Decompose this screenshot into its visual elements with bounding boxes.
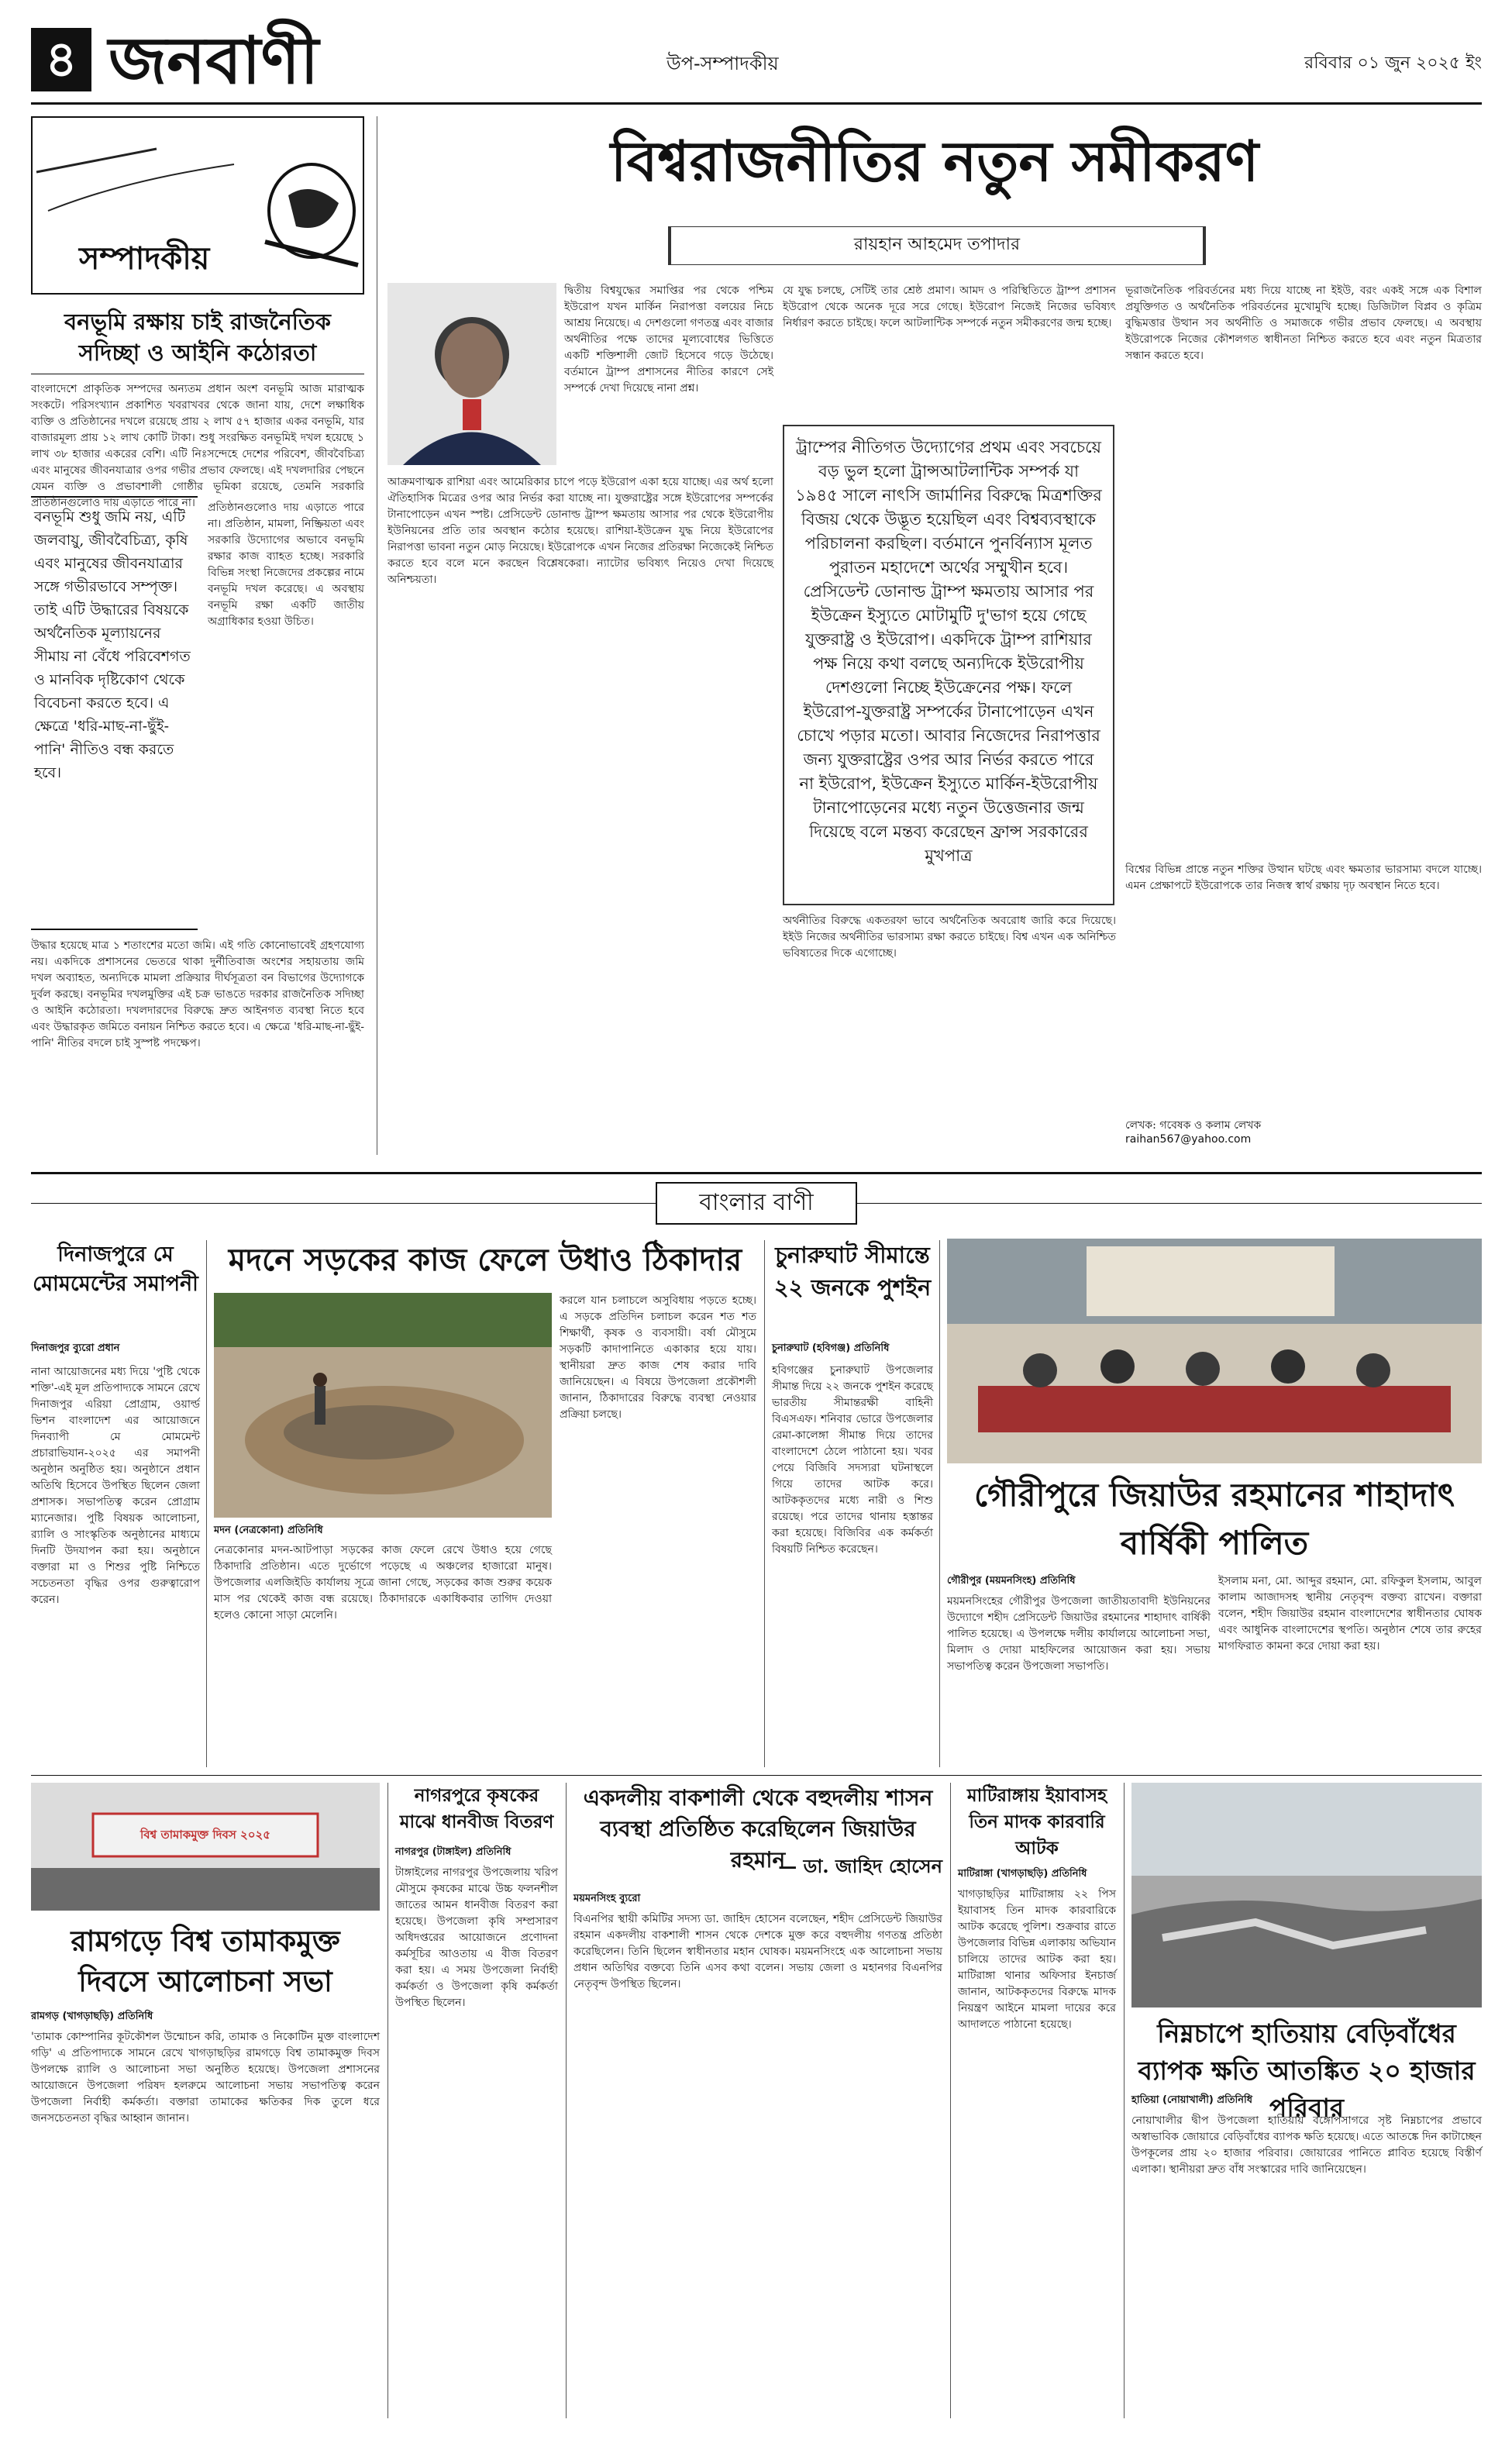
story2-byline: মদন (নেত্রকোনা) প্রতিনিধি [214,1525,323,1536]
story9-body: নোয়াখালীর দ্বীপ উপজেলা হাতিয়ায় বঙ্গোপসাগরে সৃষ্ট নিম্নচাপের প্রভাবে অস্বাভাবিক জোয়ারে বেড়িবাঁধের ব্যাপক ক্ষতি হয়েছে। এতে আতঙ্কে দিন কাটাচ্ছেন উপকূলের প্রায় ২০ হাজার পরিবার। জোয়ারের পানিতে প্লাবিত হয়েছে বিস্তীর্ণ এলাকা। স্থানীয়রা দ্রুত বাঁধ সংস্কারের দাবি জানিয়েছেন। [1131,2114,1482,2176]
feature-col4-bottom: বিশ্বের বিভিন্ন প্রান্তে নতুন শক্তির উত্থান ঘটছে এবং ক্ষমতার ভারসাম্য বদলে যাচ্ছে। এমন প্রেক্ষাপটে ইউরোপকে তার নিজস্ব স্বার্থ রক্ষায় দৃঢ় অবস্থান নিতে হবে। [1125,863,1482,892]
story2-headline: মদনে সড়কের কাজ ফেলে উধাও ঠিকাদার [228,1242,742,1278]
feature-col2: আক্রমণাত্মক রাশিয়া এবং আমেরিকার চাপে পড়ে ইউরোপ একা হয়ে যাচ্ছে। এর অর্থ হলো ঐতিহাসিক মিত্রের ওপর আর নির্ভর করা যাচ্ছে না। যুক্তরাষ্ট্রের সঙ্গে ইউরোপের সম্পর্কের টানাপোড়েন এখন স্পষ্ট। প্রেসিডেন্ট ডোনাল্ড ট্রাম্প ক্ষমতায় আসার পর থেকে ইউরোপীয় ইউনিয়নের প্রতি তার অবস্থান কঠোর হয়েছে। রাশিয়া-ইউক্রেন যুদ্ধ নিয়ে ইউরোপের নিরাপত্তা ভাবনা নতুন মোড় নিয়েছে। ইউরোপকে এখন নিজের প্রতিরক্ষা নিজেকেই নিশ্চিত করতে হবে বলে মনে করছেন বিশ্লেষকেরা। ন্যাটোর ভবিষ্যৎ নিয়েও দেখা দিয়েছে অনিশ্চয়তা। [387,476,773,586]
page-number: ৪ [31,28,91,91]
story8-byline: মাটিরাঙ্গা (খাগড়াছড়ি) প্রতিনিধি [958,1868,1087,1880]
story4-body-col1: ময়মনসিংহের গৌরীপুর উপজেলা জাতীয়তাবাদী ইউনিয়নের উদ্যোগে শহীদ প্রেসিডেন্ট জিয়াউর রহমানের শাহাদাৎ বার্ষিকী পালিত হয়েছে। এ উপলক্ষে দলীয় কার্যালয়ে আলোচনা সভা, মিলাদ ও দোয়া মাহফিলের আয়োজন করা হয়। সভায় সভাপতিত্ব করেন উপজেলা সভাপতি। [947,1595,1211,1673]
story6-headline: নাগরপুরে কৃষকের মাঝে ধানবীজ বিতরণ [399,1785,554,1832]
story9-photo [1131,1783,1482,2007]
editorial-pullquote: বনভূমি শুধু জমি নয়, এটি জলবায়ু, জীববৈচিত্র্য, কৃষি এবং মানুষের জীবনযাত্রার সঙ্গে গভীরভাবে সম্পৃক্ত। তাই এটি উদ্ধারের বিষয়কে অর্থনৈতিক মূল্যায়নের সীমায় না বেঁধে পরিবেশগত ও মানবিক দৃষ্টিকোণ থেকে বিবেচনা করতে হবে। এ ক্ষেত্রে 'ধরি-মাছ-না-ছুঁই-পানি' নীতিও বন্ধ করতে হবে। [31,496,198,930]
author-photo [387,283,556,465]
story2-photo [214,1293,552,1518]
feature-author-box [668,226,1206,265]
feature-pullquote: ট্রাম্পের নীতিগত উদ্যোগের প্রথম এবং সবচেয়ে বড় ভুল হলো ট্রান্সআটলান্টিক সম্পর্ক যা ১৯৪৫ সালে নাৎসি জার্মানির বিরুদ্ধে মিত্রশক্তির বিজয় থেকে উদ্ভূত হয়েছিল এবং বিশ্বব্যবস্থাকে পরিচালনা করছিল। বর্তমানে পুনর্বিন্যাস মূলত পুরাতন মহাদেশে অর্থের সম্মুখীন হবে। প্রেসিডেন্ট ডোনাল্ড ট্রাম্প ক্ষমতায় আসার পর ইউক্রেন ইস্যুতে মোটামুটি দু'ভাগ হয়ে গেছে যুক্তরাষ্ট্র ও ইউরোপ। একদিকে ট্রাম্প রাশিয়ার পক্ষ নিয়ে কথা বলছে অন্যদিকে ইউরোপীয় দেশগুলো নিচ্ছে ইউক্রেনের পক্ষ। ফলে ইউরোপ-যুক্তরাষ্ট্র সম্পর্কের টানাপোড়েন এখন চোখে পড়ার মতো। আবার নিজেদের নিরাপত্তার জন্য যুক্তরাষ্ট্রের ওপর আর নির্ভর করতে পারে না ইউরোপ, ইউক্রেন ইস্যুতে মার্কিন-ইউরোপীয় টানাপোড়েনের মধ্যে নতুন উত্তেজনার জন্ম দিয়েছে বলে মন্তব্য করেছেন ফ্রান্স সরকারের মুখপাত্র [783,425,1114,905]
story5-headline: রামগড়ে বিশ্ব তামাকমুক্ত দিবসে আলোচনা সভা [71,1924,340,1998]
section-title-box [31,1182,1482,1225]
story4-photo [947,1239,1482,1463]
feature-author: রায়হান আহমেদ তপাদার [853,235,1021,254]
story9-byline: হাতিয়া (নোয়াখালী) প্রতিনিধি [1131,2094,1253,2106]
story3-body: হবিগঞ্জের চুনারুঘাট উপজেলার সীমান্ত দিয়ে ২২ জনকে পুশইন করেছে ভারতীয় সীমান্তরক্ষী বাহিনী বিএসএফ। শনিবার ভোরে উপজেলার রেমা-কালেঙ্গা সীমান্ত দিয়ে তাদের বাংলাদেশে ঠেলে পাঠানো হয়। খবর পেয়ে বিজিবি সদস্যরা ঘটনাস্থলে গিয়ে তাদের আটক করে। আটককৃতদের মধ্যে নারী ও শিশু রয়েছে। পরে তাদের থানায় হস্তান্তর করা হয়েছে। বিজিবির এক কর্মকর্তা বিষয়টি নিশ্চিত করেছেন। [772,1364,933,1556]
author-note: লেখক: গবেষক ও কলাম লেখক [1125,1119,1262,1132]
story3-headline: চুনারুঘাট সীমান্তে ২২ জনকে পুশইন [773,1242,932,1301]
story5-byline: রামগড় (খাগড়াছড়ি) প্রতিনিধি [31,2011,153,2022]
story2-body-col2: করলে যান চলাচলে অসুবিধায় পড়তে হচ্ছে। এ সড়কে প্রতিদিন চলাচল করেন শত শত শিক্ষার্থী, কৃষক ও ব্যবসায়ী। বর্ষা মৌসুমে সড়কটি কাদাপানিতে একাকার হয়ে যায়। স্থানীয়রা দ্রুত কাজ শেষ করার দাবি জানিয়েছেন। এ বিষয়ে উপজেলা প্রকৌশলী জানান, ঠিকাদারের বিরুদ্ধে ব্যবস্থা নেওয়ার প্রক্রিয়া চলছে। [560,1294,756,1421]
feature-col1-top: দ্বিতীয় বিশ্বযুদ্ধের সমাপ্তির পর থেকে পশ্চিম ইউরোপ যখন মার্কিন নিরাপত্তা বলয়ের নিচে আশ্রয় নিয়েছে। এ দেশগুলো গণতন্ত্র এবং বাজার অর্থনীতির পক্ষে তাদের মূল্যবোধের ভিত্তিতে একটি শক্তিশালী জোট হিসেবে গড়ে উঠেছে। বর্তমানে ট্রাম্প প্রশাসনের নীতির কারণে সেই সম্পর্কে দেখা দিয়েছে নানা প্রশ্ন। [564,284,773,395]
story7-byline: ময়মনসিংহ ব্যুরো [573,1893,641,1904]
editorial-body-bottom: উদ্ধার হয়েছে মাত্র ১ শতাংশের মতো জমি। এই গতি কোনোভাবেই গ্রহণযোগ্য নয়। একদিকে প্রশাসনের ভেতরে থাকা দুর্নীতিবাজ অংশের সহায়তায় জমি দখল অব্যাহত, অন্যদিকে মামলা প্রক্রিয়ার দীর্ঘসূত্রতা বন বিভাগের উদ্যোগকে দুর্বল করছে। বনভূমির দখলমুক্তির এই চক্র ভাঙতে দরকার রাজনৈতিক সদিচ্ছা ও আইনি কঠোরতা। দখলদারদের বিরুদ্ধে দ্রুত আইনগত ব্যবস্থা নিতে হবে এবং উদ্ধারকৃত জমিতে বনায়ন নিশ্চিত করতে হবে। এ ক্ষেত্রে 'ধরি-মাছ-না-ছুঁই-পানি' নীতির বদলে চাই সুস্পষ্ট পদক্ষেপ। [31,939,364,1049]
story5-banner: বিশ্ব তামাকমুক্ত দিবস ২০২৫ [140,1828,270,1842]
story5-photo [31,1783,380,1911]
logo-part2: বাণী [205,22,319,98]
story1-headline: দিনাজপুরে মে মোমমেন্টের সমাপনী [33,1242,198,1296]
issue-date: রবিবার ০১ জুন ২০২৫ ইং [1304,53,1482,73]
story8-body: খাগড়াছড়ির মাটিরাঙ্গায় ২২ পিস ইয়াবাসহ তিন মাদক কারবারিকে আটক করেছে পুলিশ। শুক্রবার রাতে উপজেলার বিভিন্ন এলাকায় অভিযান চালিয়ে তাদের আটক করা হয়। মাটিরাঙ্গা থানার অফিসার ইনচার্জ জানান, আটককৃতদের বিরুদ্ধে মাদক নিয়ন্ত্রণ আইনে মামলা দায়ের করে আদালতে পাঠানো হয়েছে। [958,1888,1116,2031]
feature-col3-bottom: অর্থনীতির বিরুদ্ধে একতরফা ভাবে অর্থনৈতিক অবরোধ জারি করে দিয়েছে। ইইউ নিজের অর্থনীতির ভারসাম্য রক্ষা করতে চাইছে। বিশ্ব এখন এক অনিশ্চিত ভবিষ্যতের দিকে এগোচ্ছে। [783,915,1116,960]
logo [108,22,319,99]
story6-body: টাঙ্গাইলের নাগরপুর উপজেলায় খরিপ মৌসুমে কৃষকের মাঝে উচ্চ ফলনশীল জাতের আমন ধানবীজ বিতরণ করা হয়েছে। উপজেলা কৃষি সম্প্রসারণ অধিদপ্তরের আয়োজনে প্রণোদনা কর্মসূচির আওতায় এ বীজ বিতরণ করা হয়। এ সময় উপজেলা নির্বাহী কর্মকর্তা ও উপজেলা কৃষি কর্মকর্তা উপস্থিত ছিলেন। [395,1866,558,2009]
story9-headline: নিম্নচাপে হাতিয়ায় বেড়িবাঁধের ব্যাপক ক্ষতি আতঙ্কিত ২০ হাজার পরিবার [1138,2018,1476,2123]
story4-byline: গৌরীপুর (ময়মনসিংহ) প্রতিনিধি [947,1575,1076,1587]
story2-body-col1: নেত্রকোনার মদন-আটপাড়া সড়কের কাজ ফেলে রেখে উধাও হয়ে গেছে ঠিকাদারি প্রতিষ্ঠান। এতে দুর্ভোগে পড়েছে এ অঞ্চলের হাজারো মানুষ। উপজেলার এলজিইডি কার্যালয় সূত্রে জানা গেছে, সড়কের কাজ শুরুর কয়েক মাস পর থেকেই কাজ বন্ধ রয়েছে। ঠিকাদারকে একাধিকবার তাগিদ দেওয়া হলেও কোনো সাড়া মেলেনি। [214,1544,552,1621]
story7-headline: একদলীয় বাকশালী থেকে বহুদলীয় শাসন ব্যবস্থা প্রতিষ্ঠিত করেছিলেন জিয়াউর রহমান [583,1785,933,1873]
feature-col4-top: ভূরাজনৈতিক পরিবর্তনের মধ্য দিয়ে যাচ্ছে না ইইউ, বরং একই সঙ্গে এক বিশাল প্রযুক্তিগত ও অর্থনৈতিক পরিবর্তনের মুখোমুখি হচ্ছে। ডিজিটাল বিপ্লব ও কৃত্রিম বুদ্ধিমত্তার উত্থান সব অর্থনীতি ও সমাজকে গভীর প্রভাব ফেলছে। এ অবস্থায় ইউরোপকে নিজের কৌশলগত স্বাধীনতা নিশ্চিত করতে হবে এবং নতুন মিত্রতার সন্ধান করতে হবে। [1125,284,1482,362]
story3-byline: চুনারুঘাট (হবিগঞ্জ) প্রতিনিধি [772,1342,890,1354]
editorial-label: সম্পাদকীয় [79,240,210,277]
story4-body-col2: ইসলাম মনা, মো. আব্দুর রহমান, মো. রফিকুল ইসলাম, আবুল কালাম আজাদসহ স্থানীয় নেতৃবৃন্দ বক্তব্য রাখেন। বক্তারা বলেন, শহীদ জিয়াউর রহমান বাংলাদেশের স্বাধীনতার ঘোষক এবং আধুনিক বাংলাদেশের স্থপতি। অনুষ্ঠান শেষে তার রুহের মাগফিরাত কামনা করে দোয়া করা হয়। [1218,1575,1482,1653]
section-title: বাংলার বাণী [656,1182,857,1225]
story6-byline: নাগরপুর (টাঙ্গাইল) প্রতিনিধি [395,1846,511,1858]
editorial-body-side: প্রতিষ্ঠানগুলোও দায় এড়াতে পারে না। প্রতিষ্ঠান, মামলা, নিষ্ক্রিয়তা এবং সরকারি উদ্যোগের অভাবে বনভূমি রক্ষার কাজ ব্যাহত হচ্ছে। সরকারি বিভিন্ন সংস্থা নিজেদের প্রকল্পের নামে বনভূমি দখল করেছে। এ অবস্থায় বনভূমি রক্ষা একটি জাতীয় অগ্রাধিকার হওয়া উচিত। [208,501,364,628]
story4-headline: গৌরীপুরে জিয়াউর রহমানের শাহাদাৎ বার্ষিকী পালিত [973,1476,1455,1562]
story8-headline: মাটিরাঙ্গায় ইয়াবাসহ তিন মাদক কারবারি আটক [966,1785,1107,1859]
story1-byline: দিনাজপুর ব্যুরো প্রধান [31,1342,120,1354]
story7-attribution: — ডা. জাহিদ হোসেন [778,1855,942,1877]
feature-headline: বিশ্বরাজনীতির নতুন সমীকরণ [610,128,1259,194]
masthead [31,22,1482,107]
logo-part1: জন [108,22,206,98]
editorial-body-top: বাংলাদেশে প্রাকৃতিক সম্পদের অন্যতম প্রধান অংশ বনভূমি আজ মারাত্মক সংকটে। পরিসংখ্যান প্রকাশিত খবরাখবর থেকে জানা যায়, দেশে লক্ষাধিক ব্যক্তি ও প্রতিষ্ঠানের দখলে রয়েছে প্রায় ২ লাখ ৫৭ হাজার একর বনভূমি, যার বাজারমূল্য প্রায় ১২ লাখ কোটি টাকা। শুধু সংরক্ষিত বনভূমিই দখল হয়েছে ১ লাখ ৩৮ হাজার একরের বেশি। এটি নিঃসন্দেহে দেশের পরিবেশ, জীববৈচিত্র্য এবং মানুষের জীবনযাত্রার ওপর গভীর প্রভাব ফেলছে। এই দখলদারির পেছনে যেমন ব্যক্তি ও প্রভাবশালী গোষ্ঠীর ভূমিকা রয়েছে, তেমনি সরকারি প্রতিষ্ঠানগুলোও দায় এড়াতে পারে না। [31,383,364,509]
story7-body: বিএনপির স্থায়ী কমিটির সদস্য ডা. জাহিদ হোসেন বলেছেন, শহীদ প্রেসিডেন্ট জিয়াউর রহমান একদলীয় বাকশালী শাসন থেকে দেশকে মুক্ত করে বহুদলীয় গণতন্ত্র প্রতিষ্ঠা করেছিলেন। তিনি ছিলেন স্বাধীনতার মহান ঘোষক। ময়মনসিংহে এক আলোচনা সভায় প্রধান অতিথির বক্তব্যে তিনি এসব কথা বলেন। সভায় জেলা ও মহানগর বিএনপির নেতৃবৃন্দ উপস্থিত ছিলেন। [573,1913,942,1990]
author-email: raihan567@yahoo.com [1125,1133,1252,1146]
section-label: উপ-সম্পাদকীয় [666,53,779,74]
feature-col3-top: যে যুদ্ধ চলছে, সেটিই তার শ্রেষ্ঠ প্রমাণ। আমদ ও পরিস্থিতিতে ট্রাম্প প্রশাসন ইউরোপ থেকে অনেক দূরে সরে গেছে। ইউরোপ নিজেই নিজের ভবিষ্যৎ নির্ধারণ করতে চাইছে। ফলে আটলান্টিক সম্পর্কে নতুন সমীকরণের জন্ম হচ্ছে। [783,284,1116,329]
story1-body: নানা আয়োজনের মধ্য দিয়ে 'পুষ্টি থেকে শক্তি'-এই মূল প্রতিপাদ্যকে সামনে রেখে দিনাজপুর এরিয়া প্রোগ্রাম, ওয়ার্ল্ড ভিশন বাংলাদেশ এর আয়োজনে দিনব্যাপী মে মোমমেন্ট প্রচারাভিযান-২০২৫ এর সমাপনী অনুষ্ঠান অনুষ্ঠিত হয়। অনুষ্ঠানে প্রধান অতিথি হিসেবে উপস্থিত ছিলেন জেলা প্রশাসক। সভাপতিত্ব করেন প্রোগ্রাম ম্যানেজার। পুষ্টি বিষয়ক আলোচনা, র‍্যালি ও সাংস্কৃতিক অনুষ্ঠানের মাধ্যমে দিনটি উদযাপন করা হয়। অনুষ্ঠানে বক্তারা মা ও শিশুর পুষ্টি নিশ্চিতে সচেতনতা বৃদ্ধির ওপর গুরুত্বারোপ করেন। [31,1366,200,1606]
editorial-headline: বনভূমি রক্ষায় চাই রাজনৈতিক সদিচ্ছা ও আইনি কঠোরতা [64,308,331,366]
editorial-banner [31,116,364,295]
story5-body: 'তামাক কোম্পানির কূটকৌশল উন্মোচন করি, তামাক ও নিকোটিন মুক্ত বাংলাদেশ গড়ি' এ প্রতিপাদ্যকে সামনে রেখে খাগড়াছড়ির রামগড়ে বিশ্ব তামাকমুক্ত দিবস উপলক্ষে র‍্যালি ও আলোচনা সভা অনুষ্ঠিত হয়েছে। উপজেলা প্রশাসনের আয়োজনে উপজেলা পরিষদ হলরুমে আলোচনা সভায় সভাপতিত্ব করেন উপজেলা নির্বাহী কর্মকর্তা। বক্তারা তামাকের ক্ষতিকর দিক তুলে ধরে জনসচেতনতা বৃদ্ধির আহ্বান জানান। [31,2031,380,2125]
